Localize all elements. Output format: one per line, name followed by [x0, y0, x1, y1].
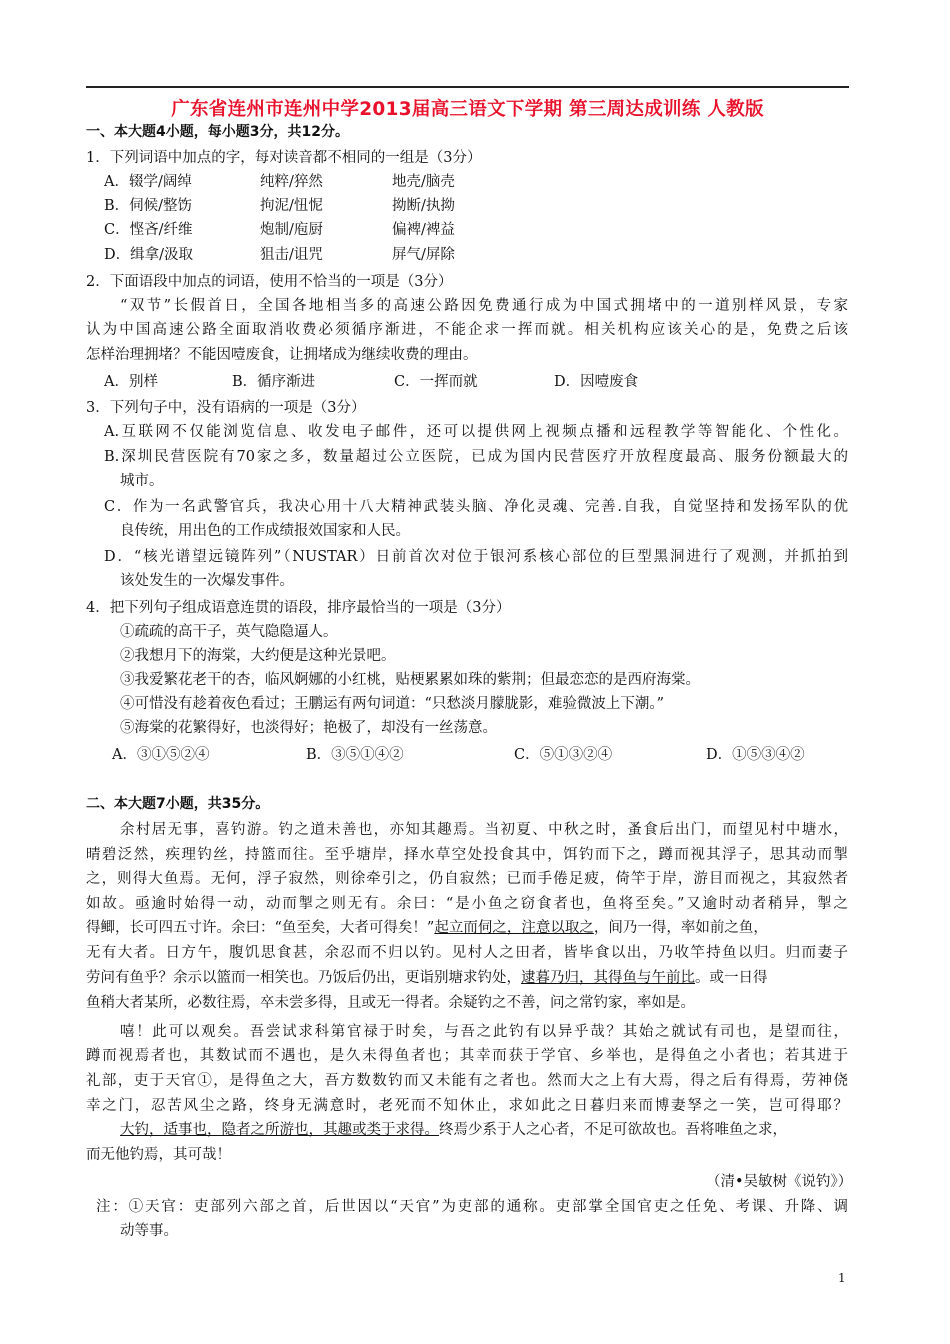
q1-b-col1: B．伺候/整饬	[104, 198, 193, 214]
passage-p1-line5	[86, 918, 768, 938]
footnote-line2: 动等事。	[120, 1223, 178, 1239]
q3-option-a: A.互联网不仅能浏览信息、收发电子邮件，还可以提供网上视频点播和远程教学等智能化、个性化。	[104, 424, 848, 440]
passage-p1-line1: 余村居无事，喜钓游。钓之道未善也，亦知其趣焉。当初夏、中秋之时，蚤食后出门，而望见村中塘水，	[120, 822, 848, 838]
q4-stem: 4．把下列句子组成语意连贯的语段，排序最恰当的一项是（3分）	[86, 600, 511, 616]
passage-p3-line1	[120, 1120, 787, 1140]
footnote-line1: 注：①天官：吏部列六部之首，后世因以“天官”为吏部的通称。吏部掌全国官吏之任免、考课、升降、调	[96, 1199, 848, 1215]
q1-a-col2: 纯粹/猝然	[260, 174, 323, 190]
q1-b-col2: 拘泥/忸怩	[260, 198, 323, 214]
q4-option-b: B．③⑤①④②	[306, 747, 404, 763]
q1-a-col3: 地壳/脑壳	[392, 174, 455, 190]
passage-p1-line5-end: ，间乃一得，率如前之鱼，	[593, 920, 768, 936]
header-rule	[86, 86, 849, 88]
q2-option-c: C．一挥而就	[394, 374, 478, 390]
passage-p1-line7-start: 劳问有鱼乎？余示以篮而一相笑也。乃饭后仍出，更诣别塘求钓处，	[86, 970, 521, 986]
q4-item-4: ④可惜没有趁着夜色看过；王鹏运有两句词道：“只愁淡月朦胧影，难验微波上下潮。”	[120, 696, 665, 712]
q1-d-col3: 屏气/屏除	[392, 247, 455, 263]
q1-c-col3: 偏裨/裨益	[392, 222, 455, 238]
q3-option-d-line2: 该处发生的一次爆发事件。	[120, 573, 294, 589]
q4-item-2: ②我想月下的海棠，大约便是这种光景吧。	[120, 648, 396, 664]
underlined-phrase-1: 起立而伺之，注意以取之	[434, 920, 594, 936]
passage-p1-line8: 鱼稍大者某所，必数往焉，卒未尝多得，且或无一得者。余疑钓之不善，问之常钓家，率如是。	[86, 995, 695, 1011]
q2-option-b: B．循序渐进	[232, 374, 316, 390]
passage-p3-line1-end: 终焉少系于人之心者，不足可欲故也。吾将唯鱼之求，	[439, 1122, 787, 1138]
section2-header: 二、本大题7小题，共35分。	[86, 796, 270, 812]
passage-p1-line2: 晴碧泛然，疾理钓丝，持篮而往。至乎塘岸，择水草空处投食其中，饵钓而下之，蹲而视其浮子，思其动而掣	[86, 847, 848, 863]
q3-option-c-line1: C．作为一名武警官兵，我决心用十八大精神武装头脑、净化灵魂、完善.自我，自觉坚持和发扬军队的优	[104, 499, 848, 515]
q2-option-a: A．别样	[104, 374, 158, 390]
q1-d-col1: D．缉拿/汲取	[104, 247, 194, 263]
q2-para-line1: “双节”长假首日，全国各地相当多的高速公路因免费通行成为中国式拥堵中的一道别样风景，专家	[120, 298, 848, 314]
q3-stem: 3．下列句子中，没有语病的一项是（3分）	[86, 400, 366, 416]
q1-a-col1: A．辍学/阔绰	[104, 174, 192, 190]
passage-p3-line2: 而无他钓焉，其可哉！	[86, 1147, 231, 1163]
page-title: 广东省连州市连州中学2013届高三语文下学期 第三周达成训练 人教版	[171, 99, 764, 120]
underlined-phrase-2: 逮暮乃归，其得鱼与午前比	[521, 970, 695, 986]
q4-option-a: A．③①⑤②④	[112, 747, 210, 763]
passage-p2-line2: 蹲而视焉者也，其数试而不遇也，是久未得鱼者也；其幸而获于学官、乡举也，是得鱼之小者也；若其进于	[86, 1048, 848, 1064]
passage-p2-line3: 礼部，吏于天官①，是得鱼之大，吾方数数钓而又未能有之者也。然而大之上有大焉，得之后有得焉，劳神侥	[86, 1073, 848, 1089]
underlined-phrase-3: 大钓，适事也，隐者之所游也，其趣或类于求得。	[120, 1122, 439, 1138]
passage-p1-line5-start: 得鲫，长可四五寸许。余曰：“鱼至矣，大者可得矣！”	[86, 920, 435, 936]
q1-b-col3: 拗断/执拗	[392, 198, 455, 214]
q1-d-col2: 狙击/诅咒	[260, 247, 323, 263]
q2-para-line3: 怎样治理拥堵？不能因噎废食，让拥堵成为继续收费的理由。	[86, 347, 478, 363]
q1-stem: 1．下列词语中加点的字，每对读音都不相同的一组是（3分）	[86, 150, 482, 166]
passage-p2-line1: 嘻！此可以观矣。吾尝试求科第官禄于时矣，与吾之此钓有以异乎哉？其始之就试有司也，是望而往，	[120, 1024, 848, 1040]
q3-option-b-line1: B.深圳民营医院有70家之多，数量超过公立医院，已成为国内民营医疗开放程度最高、服务份额最大的	[104, 449, 848, 465]
q1-c-col1: C．悭吝/纤维	[104, 222, 193, 238]
passage-p1-line4: 如故。亟逾时始得一动，动而掣之则无有。余曰：“是小鱼之窃食者也，鱼将至矣。”又逾时动者稍异，掣之	[86, 896, 848, 912]
q2-option-d: D．因噎废食	[554, 374, 639, 390]
page-number: 1	[838, 1271, 846, 1285]
passage-p1-line3: 之，则得大鱼焉。无何，浮子寂然，则徐牵引之，仍自寂然；已而手倦足疲，倚竿于岸，游目而视之，其寂然者	[86, 871, 848, 887]
passage-p1-line7	[86, 968, 768, 988]
q4-item-1: ①疏疏的高干子，英气隐隐逼人。	[120, 624, 338, 640]
q2-para-line2: 认为中国高速公路全面取消收费必须循序渐进，不能企求一挥而就。相关机构应该关心的是，免费之后该	[86, 322, 848, 338]
q3-option-d-line1: D．“核光谱望远镜阵列”（NUSTAR）日前首次对位于银河系核心部位的巨型黑洞进行了观测，并抓拍到	[104, 549, 848, 565]
passage-p1-line7-end: 。或一日得	[695, 970, 768, 986]
section1-header: 一、本大题4小题，每小题3分，共12分。	[86, 124, 349, 140]
q4-option-c: C．⑤①③②④	[514, 747, 613, 763]
q4-item-5: ⑤海棠的花繁得好，也淡得好；艳极了，却没有一丝荡意。	[120, 720, 497, 736]
q4-item-3: ③我爱繁花老干的杏，临风婀娜的小红桃，贴梗累累如珠的紫荆；但最恋恋的是西府海棠。	[120, 672, 700, 688]
q3-option-b-line2: 城市。	[120, 473, 164, 489]
passage-source: （清•吴敏树《说钓》）	[706, 1174, 853, 1190]
passage-p2-line4: 幸之门，忍苦风尘之路，终身无满意时，老死而不知休止，求如此之日暮归来而博妻孥之一笑，岂可得耶？	[86, 1098, 848, 1114]
q4-option-d: D．①⑤③④②	[706, 747, 805, 763]
q1-c-col2: 炮制/庖厨	[260, 222, 323, 238]
q3-option-c-line2: 良传统，用出色的工作成绩报效国家和人民。	[120, 523, 410, 539]
q2-stem: 2．下面语段中加点的词语，使用不恰当的一项是（3分）	[86, 274, 453, 290]
passage-p1-line6: 无有大者。日方午，腹饥思食甚，余忍而不归以钓。见村人之田者，皆毕食以出，乃收竿持鱼以归。归而妻子	[86, 945, 848, 961]
